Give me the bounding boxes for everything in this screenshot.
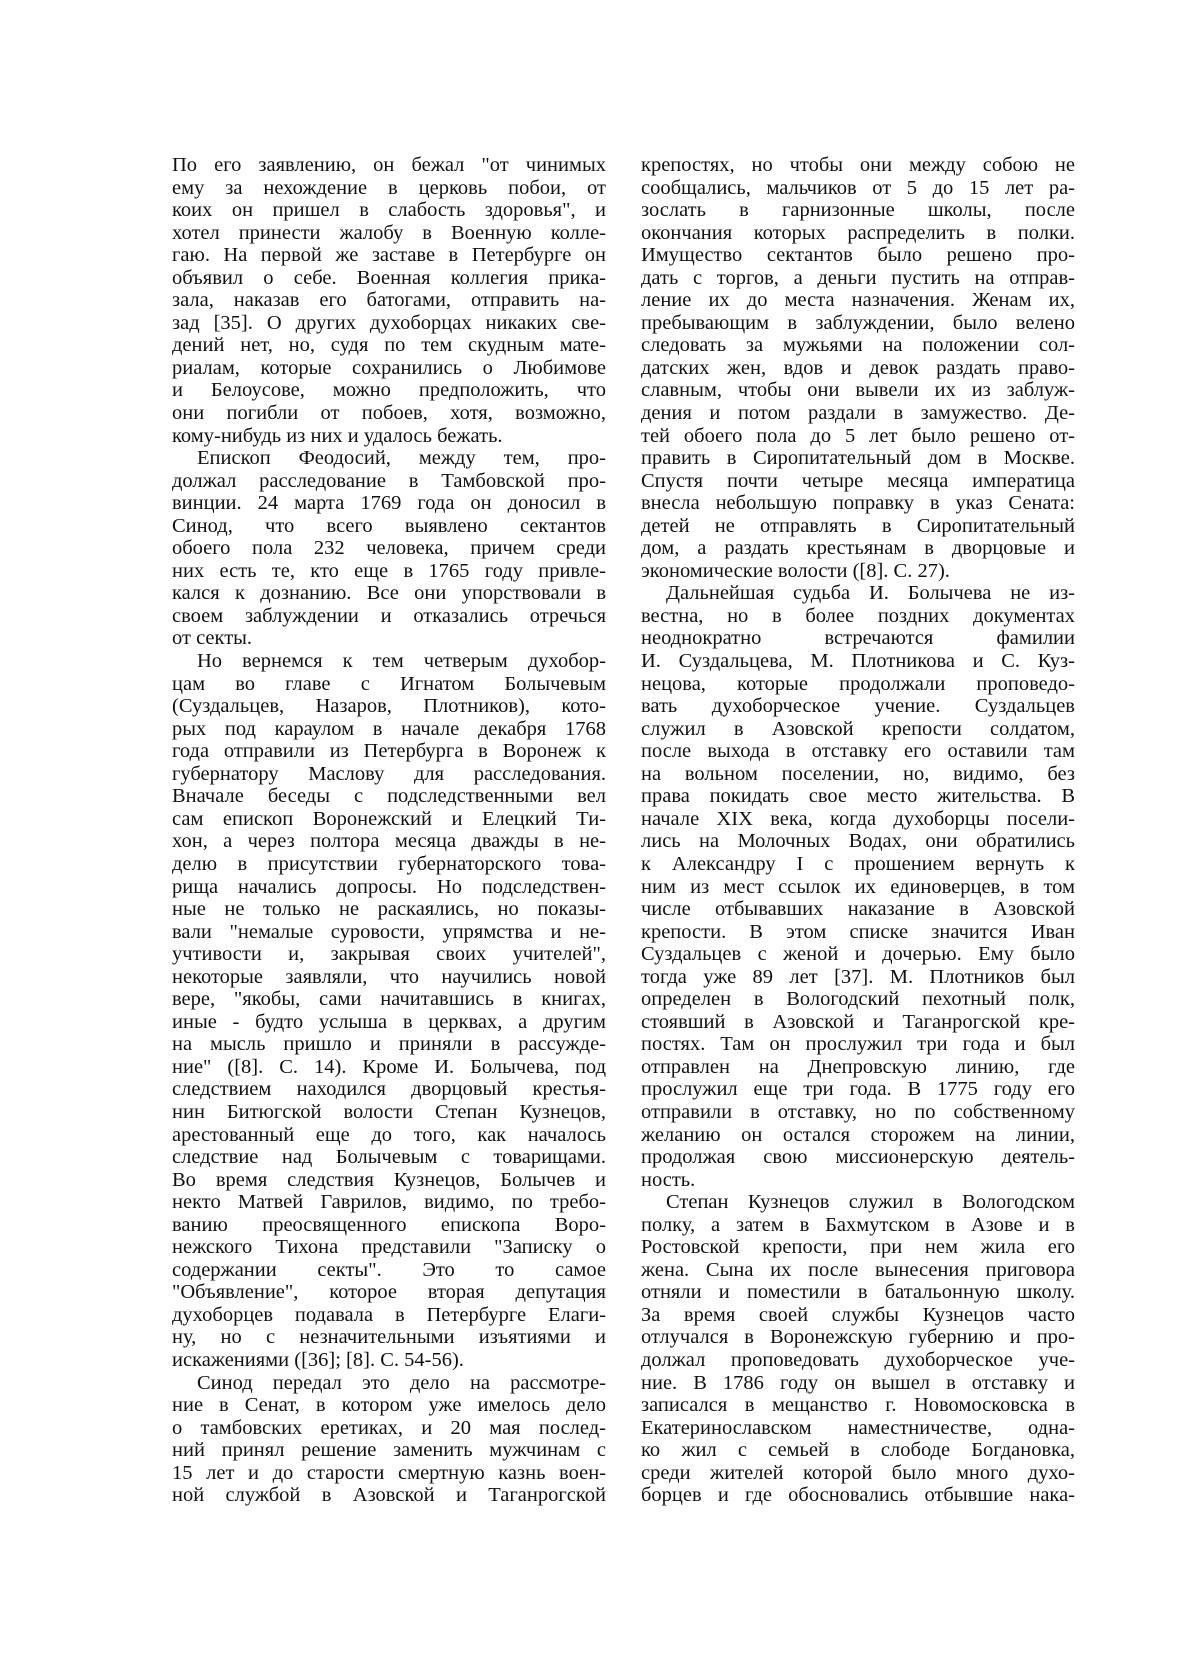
text-line: следствие над Болычевым с товарищами. <box>172 1146 606 1169</box>
text-line: должал расследование в Тамбовской про- <box>172 469 606 492</box>
text-line: духоборцев подавала в Петербурге Елаги- <box>172 1303 606 1326</box>
text-line: коих он пришел в слабость здоровья", и <box>172 199 606 222</box>
text-line: экономические волости ([8]. С. 27). <box>641 559 950 582</box>
text-line: ко жил с семьей в слободе Богдановка, <box>641 1439 1075 1462</box>
text-line: права покидать свое место жительства. В <box>641 785 1075 808</box>
text-line: кался к дознанию. Все они упорствовали в <box>172 582 606 605</box>
text-line: датских жен, вдов и девок раздать право- <box>641 356 1075 379</box>
text-line: сам епископ Воронежский и Елецкий Ти- <box>172 807 606 830</box>
text-line: сообщались, мальчиков от 5 до 15 лет ра- <box>641 176 1075 199</box>
text-line: от секты. <box>172 627 253 650</box>
text-line: Епископ Феодосий, между тем, про- <box>197 447 606 470</box>
text-line: 15 лет и до старости смертную казнь воен- <box>172 1461 606 1484</box>
text-line: окончания которых распределить в полки. <box>641 221 1075 244</box>
text-line: дения и потом раздали в замужество. Де- <box>641 402 1075 425</box>
text-line: отправили в отставку, но по собственному <box>641 1100 1075 1123</box>
text-line: хотел принести жалобу в Военную колле- <box>172 221 606 244</box>
text-line: ванию преосвященного епископа Воро- <box>172 1213 606 1236</box>
text-line: арестованный еще до того, как началось <box>172 1123 606 1146</box>
text-line: губернатору Маслову для расследования. <box>172 762 606 785</box>
text-line: гаю. На первой же заставе в Петербурге он <box>172 244 606 267</box>
text-line: жена. Сына их после вынесения приговора <box>641 1258 1075 1281</box>
text-line: внесла небольшую поправку в указ Сената: <box>641 492 1075 515</box>
text-line: рых под караулом в начале декабря 1768 <box>172 717 606 740</box>
text-line: крепости. В этом списке значится Иван <box>641 920 1075 943</box>
text-line: ной службой в Азовской и Таганрогской <box>172 1484 606 1507</box>
text-line: риалам, которые сохранились о Любимове <box>172 356 606 379</box>
text-line: отлучался в Воронежскую губернию и про- <box>641 1326 1075 1349</box>
text-line: обоего пола 232 человека, причем среди <box>172 537 606 560</box>
text-line: на вольном поселении, но, видимо, без <box>641 762 1075 785</box>
text-line: Синод, что всего выявлено сектантов <box>172 514 606 537</box>
text-line: "Объявление", которое вторая депутация <box>172 1281 606 1304</box>
text-line: вестна, но в более поздних документах <box>641 604 1075 627</box>
text-line: среди жителей которой было много духо- <box>641 1461 1075 1484</box>
text-line: вали "немалые суровости, упрямства и не- <box>172 920 606 943</box>
text-line: славным, чтобы они вывели их из заблуж- <box>641 379 1075 402</box>
text-line: отправлен на Днепровскую линию, где <box>641 1055 1075 1078</box>
text-line: ние. В 1786 году он вышел в отставку и <box>641 1371 1075 1394</box>
text-line: кому-нибудь из них и удалось бежать. <box>172 424 503 447</box>
text-line: должал проповедовать духоборческое уче- <box>641 1348 1075 1371</box>
text-line: ним из мест ссылок их единоверцев, в том <box>641 875 1075 898</box>
text-line: Дальнейшая судьба И. Болычева не из- <box>666 582 1075 605</box>
text-line: Но вернемся к тем четверым духобор- <box>197 650 606 673</box>
text-line: начале XIX века, когда духоборцы посели- <box>641 807 1075 830</box>
text-line: отняли и поместили в батальонную школу. <box>641 1281 1075 1304</box>
text-line: о тамбовских еретиках, и 20 мая послед- <box>172 1416 606 1439</box>
text-line: Имущество сектантов было решено про- <box>641 244 1075 267</box>
text-line: прослужил еще три года. В 1775 году его <box>641 1078 1075 1101</box>
text-line: лись на Молочных Водах, они обратились <box>641 830 1075 853</box>
text-line: ность. <box>641 1168 696 1191</box>
text-line: ний принял решение заменить мужчинам с <box>172 1439 606 1462</box>
text-line: цам во главе с Игнатом Болычевым <box>172 672 606 695</box>
text-line: искажениями ([36]; [8]. С. 54-56). <box>172 1348 464 1371</box>
text-line: продолжая свою миссионерскую деятель- <box>641 1146 1075 1169</box>
text-line: пребывающим в заблуждении, было велено <box>641 311 1075 334</box>
text-line: иные - будто услыша в церквах, а другим <box>172 1010 606 1033</box>
text-line: тогда уже 89 лет [37]. М. Плотников был <box>641 965 1075 988</box>
text-line: вере, "якобы, сами начитавшись в книгах, <box>172 988 606 1011</box>
text-line: определен в Вологодский пехотный полк, <box>641 988 1075 1011</box>
text-line: И. Суздальцева, М. Плотникова и С. Куз- <box>641 650 1075 673</box>
text-line: полку, а затем в Бахмутском в Азове и в <box>641 1213 1075 1236</box>
text-line: ние в Сенат, в котором уже имелось дело <box>172 1394 606 1417</box>
text-line: на мысль пришло и приняли в рассужде- <box>172 1033 606 1056</box>
text-line: править в Сиропитательный дом в Москве. <box>641 447 1075 470</box>
text-line: объявил о себе. Военная коллегия прика- <box>172 266 606 289</box>
text-line: своем заблуждении и отказались отречься <box>172 604 606 627</box>
text-line: к Александру I с прошением вернуть к <box>641 852 1075 875</box>
text-line: Ростовской крепости, при нем жила его <box>641 1236 1075 1259</box>
text-line: Во время следствия Кузнецов, Болычев и <box>172 1168 606 1191</box>
text-line: нецова, которые продолжали проповедо- <box>641 672 1075 695</box>
text-line: (Суздальцев, Назаров, Плотников), кото- <box>172 695 606 718</box>
text-line: винции. 24 марта 1769 года он доносил в <box>172 492 606 515</box>
text-line: крепостях, но чтобы они между собою не <box>641 154 1075 176</box>
text-line: нежского Тихона представили "Записку о <box>172 1236 606 1259</box>
text-line: Спустя почти четыре месяца императица <box>641 469 1075 492</box>
text-line: учтивости и, закрывая своих учителей", <box>172 943 606 966</box>
text-line: ну, но с незначительными изъятиями и <box>172 1326 606 1349</box>
text-line: Суздальцев с женой и дочерью. Ему было <box>641 943 1075 966</box>
text-line: дений нет, но, судя по тем скудным мате- <box>172 334 606 357</box>
text-line: постях. Там он прослужил три года и был <box>641 1033 1075 1056</box>
text-line: неоднократно встречаются фамилии <box>641 627 1075 650</box>
text-line: зослать в гарнизонные школы, после <box>641 199 1075 222</box>
text-line: По его заявлению, он бежал "от чинимых <box>172 154 606 176</box>
text-line: нин Битюгской волости Степан Кузнецов, <box>172 1100 606 1123</box>
text-line: служил в Азовской крепости солдатом, <box>641 717 1075 740</box>
text-line: некто Матвей Гаврилов, видимо, по требо- <box>172 1191 606 1214</box>
text-line: зала, наказав его батогами, отправить на- <box>172 289 606 312</box>
text-line: За время своей службы Кузнецов часто <box>641 1303 1075 1326</box>
text-line: Вначале беседы с подследственными вел <box>172 785 606 808</box>
text-line: ление их до места назначения. Женам их, <box>641 289 1075 312</box>
text-line: тей обоего пола до 5 лет было решено от- <box>641 424 1075 447</box>
text-line: них есть те, кто еще в 1765 году привле- <box>172 559 606 582</box>
text-column-left <box>172 154 606 1507</box>
text-line: хон, а через полтора месяца дважды в не- <box>172 830 606 853</box>
text-line: после выхода в отставку его оставили там <box>641 740 1075 763</box>
text-line: ему за нехождение в церковь побои, от <box>172 176 606 199</box>
text-line: делю в присутствии губернаторского това- <box>172 852 606 875</box>
text-line: дать с торгов, а деньги пустить на отправ- <box>641 266 1075 289</box>
text-line: следствием находился дворцовый крестья- <box>172 1078 606 1101</box>
text-line: некоторые заявляли, что научились новой <box>172 965 606 988</box>
text-line: дом, а раздать крестьянам в дворцовые и <box>641 537 1075 560</box>
text-line: они погибли от побоев, хотя, возможно, <box>172 402 606 425</box>
text-line: Синод передал это дело на рассмотре- <box>197 1371 606 1394</box>
text-line: и Белоусове, можно предположить, что <box>172 379 606 402</box>
text-line: года отправили из Петербурга в Воронеж к <box>172 740 606 763</box>
text-line: следовать за мужьями на положении сол- <box>641 334 1075 357</box>
text-line: числе отбывавших наказание в Азовской <box>641 898 1075 921</box>
text-line: зад [35]. О других духоборцах никаких све- <box>172 311 606 334</box>
text-line: рища начались допросы. Но подследствен- <box>172 875 606 898</box>
text-line: ные не только не раскаялись, но показы- <box>172 898 606 921</box>
text-line: записался в мещанство г. Новомосковска в <box>641 1394 1075 1417</box>
text-line: содержании секты". Это то самое <box>172 1258 606 1281</box>
text-line: стоявший в Азовской и Таганрогской кре- <box>641 1010 1075 1033</box>
text-line: ние" ([8]. С. 14). Кроме И. Болычева, под <box>172 1055 606 1078</box>
text-line: детей не отправлять в Сиропитательный <box>641 514 1075 537</box>
text-line: Степан Кузнецов служил в Вологодском <box>666 1191 1075 1214</box>
text-line: вать духоборческое учение. Суздальцев <box>641 695 1075 718</box>
text-line: Екатеринославском наместничестве, одна- <box>641 1416 1075 1439</box>
text-line: борцев и где обосновались отбывшие нака- <box>641 1484 1075 1507</box>
text-column-right <box>641 154 1075 1507</box>
text-line: желанию он остался сторожем на линии, <box>641 1123 1075 1146</box>
